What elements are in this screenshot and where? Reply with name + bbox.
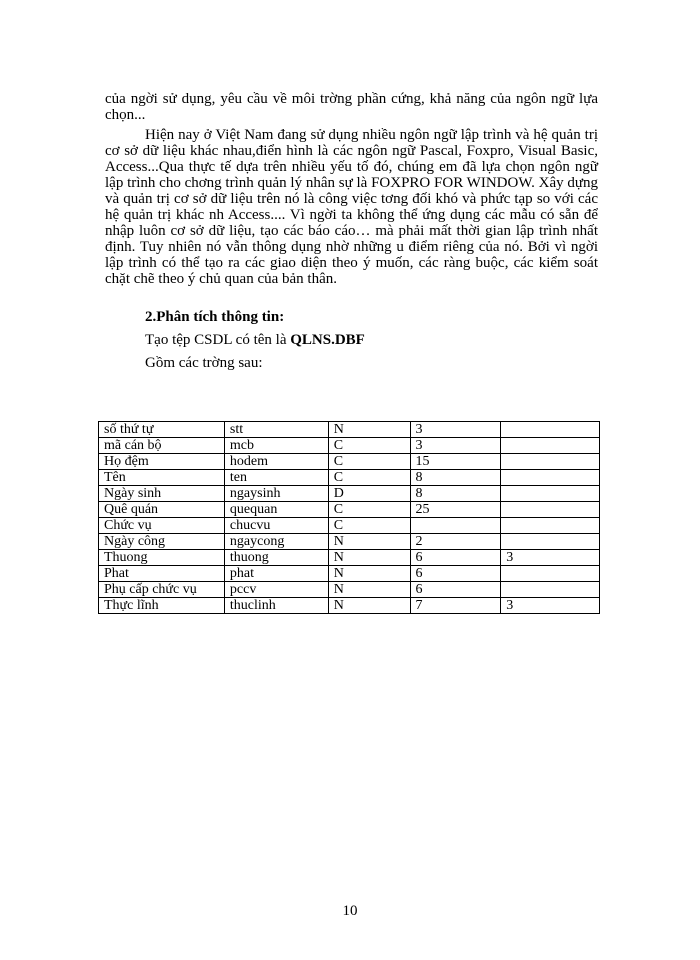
field-description-cell: Họ đệm xyxy=(99,454,225,470)
field-decimals-cell xyxy=(501,534,600,550)
field-width-cell: 3 xyxy=(410,422,501,438)
field-type-cell: N xyxy=(328,598,410,614)
field-type-cell: N xyxy=(328,550,410,566)
field-name-cell: hodem xyxy=(224,454,328,470)
paragraph-2: Hiện nay ở Việt Nam đang sử dụng nhiều ngôn ngữ lập trình và hệ quản trị cơ sở dữ liệu khác nhau,điển hình là các ngôn ngữ Pascal, Foxpro, Visual Basic, Access...Qua thực tế dựa trên nhiều yếu tố đó, chúng em đã lựa chọn ngôn ngữ lập trình cho chơng trình quản lý nhân sự là FOXPRO FOR WINDOW. Xây dựng và quản trị cơ sở dữ liệu trên nó là công việc tơng đối khó và phức tạp so với các hệ quản trị khác nh Access.... Vì ngời ta không thể ứng dụng các mẫu có sẵn để nhập luôn cơ sở dữ liệu, tạo các báo cáo… mà phải mất thời gian lập trình nhất định. Tuy nhiên nó vẫn thông dụng nhờ những u điểm riêng của nó. Bởi vì ngời lập trình có thể tạo ra các giao diện theo ý muốn, các ràng buộc, các kiểm soát chặt chẽ theo ý chủ quan của bản thân. xyxy=(105,127,598,287)
field-decimals-cell xyxy=(501,486,600,502)
field-name-cell: thuclinh xyxy=(224,598,328,614)
file-name: QLNS.DBF xyxy=(290,332,365,348)
field-decimals-cell xyxy=(501,454,600,470)
field-name-cell: quequan xyxy=(224,502,328,518)
page-number: 10 xyxy=(342,903,358,919)
table-row xyxy=(99,518,600,534)
field-description-cell: Ngày sinh xyxy=(99,486,225,502)
field-name-cell: phat xyxy=(224,566,328,582)
field-description-cell: Ngày công xyxy=(99,534,225,550)
field-width-cell: 6 xyxy=(410,582,501,598)
fields-intro: Gồm các trờng sau: xyxy=(145,355,263,371)
field-type-cell: N xyxy=(328,422,410,438)
field-width-cell: 7 xyxy=(410,598,501,614)
field-description-cell: Chức vụ xyxy=(99,518,225,534)
field-decimals-cell: 3 xyxy=(501,550,600,566)
field-width-cell: 2 xyxy=(410,534,501,550)
field-type-cell: C xyxy=(328,502,410,518)
field-width-cell: 6 xyxy=(410,550,501,566)
field-decimals-cell xyxy=(501,566,600,582)
create-file-prefix: Tạo tệp CSDL có tên là xyxy=(145,332,291,348)
field-name-cell: ten xyxy=(224,470,328,486)
field-width-cell: 8 xyxy=(410,470,501,486)
table-row xyxy=(99,582,600,598)
field-description-cell: Phat xyxy=(99,566,225,582)
field-description-cell: Thuong xyxy=(99,550,225,566)
table-row xyxy=(99,438,600,454)
field-width-cell xyxy=(410,518,501,534)
field-type-cell: C xyxy=(328,518,410,534)
fields-table xyxy=(98,421,600,614)
field-name-cell: chucvu xyxy=(224,518,328,534)
field-decimals-cell xyxy=(501,518,600,534)
table-row xyxy=(99,566,600,582)
field-description-cell: Phụ cấp chức vụ xyxy=(99,582,225,598)
field-decimals-cell xyxy=(501,470,600,486)
field-decimals-cell xyxy=(501,438,600,454)
field-name-cell: mcb xyxy=(224,438,328,454)
field-width-cell: 3 xyxy=(410,438,501,454)
field-type-cell: D xyxy=(328,486,410,502)
field-description-cell: số thứ tự xyxy=(99,422,225,438)
section-heading: 2.Phân tích thông tin: xyxy=(145,309,285,325)
field-width-cell: 25 xyxy=(410,502,501,518)
table-row xyxy=(99,454,600,470)
paragraph-1: của ngời sử dụng, yêu cầu về môi trờng phần cứng, khả năng của ngôn ngữ lựa chọn... xyxy=(105,91,598,123)
field-description-cell: Thực lĩnh xyxy=(99,598,225,614)
field-decimals-cell: 3 xyxy=(501,598,600,614)
table-row xyxy=(99,486,600,502)
table-row xyxy=(99,502,600,518)
field-type-cell: N xyxy=(328,534,410,550)
table-row xyxy=(99,422,600,438)
table-row xyxy=(99,534,600,550)
field-name-cell: stt xyxy=(224,422,328,438)
field-name-cell: ngaysinh xyxy=(224,486,328,502)
fields-table-body xyxy=(99,422,600,614)
field-type-cell: N xyxy=(328,582,410,598)
field-name-cell: ngaycong xyxy=(224,534,328,550)
create-file-line xyxy=(145,331,365,349)
field-width-cell: 6 xyxy=(410,566,501,582)
field-width-cell: 8 xyxy=(410,486,501,502)
field-type-cell: C xyxy=(328,470,410,486)
table-row xyxy=(99,598,600,614)
table-row xyxy=(99,470,600,486)
field-name-cell: pccv xyxy=(224,582,328,598)
field-description-cell: Tên xyxy=(99,470,225,486)
field-name-cell: thuong xyxy=(224,550,328,566)
field-decimals-cell xyxy=(501,422,600,438)
field-width-cell: 15 xyxy=(410,454,501,470)
field-decimals-cell xyxy=(501,582,600,598)
field-type-cell: C xyxy=(328,438,410,454)
field-decimals-cell xyxy=(501,502,600,518)
field-description-cell: mã cán bộ xyxy=(99,438,225,454)
field-description-cell: Quê quán xyxy=(99,502,225,518)
table-row xyxy=(99,550,600,566)
field-type-cell: N xyxy=(328,566,410,582)
field-type-cell: C xyxy=(328,454,410,470)
